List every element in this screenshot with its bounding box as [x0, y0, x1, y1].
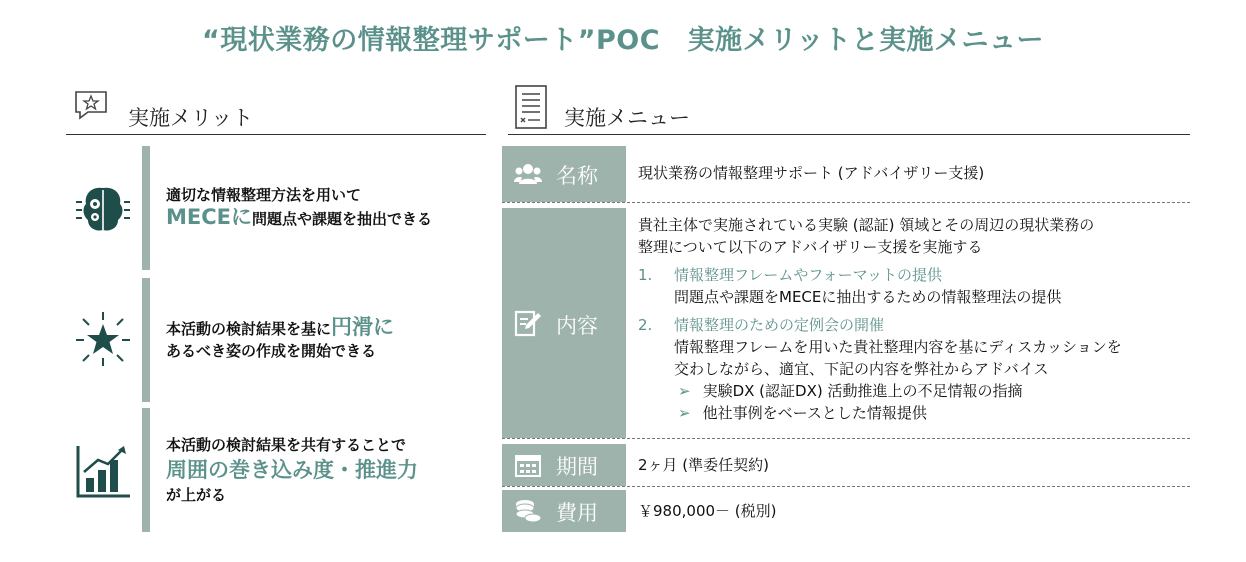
bullet-item: ➢ 他社事例をベースとした情報提供	[678, 404, 927, 422]
merit-text: 問題点や課題を抽出できる	[252, 210, 433, 228]
arrow-bullet-icon: ➢	[678, 404, 691, 422]
menu-category	[502, 444, 626, 486]
menu-category-label: 名称	[556, 164, 598, 188]
item-desc: 問題点や課題をMECEに抽出するための情報整理法の提供	[674, 288, 1062, 306]
menu-header	[508, 84, 1190, 135]
menu-category-label: 内容	[556, 314, 598, 338]
merit-highlight: 周囲の巻き込み度・推進力	[166, 458, 418, 482]
calendar-icon	[514, 453, 542, 477]
menu-category	[502, 146, 626, 202]
merit-header	[66, 88, 486, 135]
page-title: “現状業務の情報整理サポート”POC 実施メリットと実施メニュー	[202, 25, 1044, 56]
content-intro: 整理について以下のアドバイザリー支援を実施する	[638, 238, 983, 256]
merit-text: 本活動の検討結果を基に	[166, 320, 332, 338]
merit-highlight: 円滑に	[331, 315, 395, 339]
merit-text: が上がる	[166, 486, 227, 504]
menu-header-label: 実施メニュー	[564, 106, 690, 130]
menu-category-label: 費用	[556, 501, 598, 525]
growth-chart-icon	[74, 442, 132, 500]
menu-value: 現状業務の情報整理サポート (アドバイザリー支援)	[638, 164, 985, 182]
menu-row-cost	[502, 490, 1190, 532]
menu-value: ￥980,000－ (税別)	[638, 502, 777, 520]
menu-value: 2ヶ月 (準委任契約)	[638, 456, 770, 474]
item-desc: 交わしながら、適宜、下記の内容を弊社からアドバイス	[674, 360, 1049, 378]
item-title: 情報整理のための定例会の開催	[674, 316, 885, 334]
merit-divider	[142, 408, 150, 532]
merit-header-label: 実施メリット	[128, 106, 254, 130]
merit-item	[66, 408, 486, 532]
coins-icon	[514, 498, 542, 524]
merit-text: 本活動の検討結果を共有することで	[166, 436, 407, 454]
star-speech-icon	[74, 90, 108, 120]
brain-gear-icon	[74, 180, 132, 238]
edit-note-icon	[514, 309, 542, 337]
merit-divider	[142, 146, 150, 270]
merit-divider	[142, 278, 150, 402]
menu-row-name	[502, 146, 1190, 203]
merit-item	[66, 146, 486, 270]
content-intro: 貴社主体で実施されている実験 (認証) 領域とその周辺の現状業務の	[638, 216, 1095, 234]
menu-row-content	[502, 208, 1190, 439]
merit-text: 適切な情報整理方法を用いて	[166, 186, 362, 204]
menu-row-period	[502, 444, 1190, 487]
item-number: 2.	[638, 316, 653, 334]
document-icon	[514, 84, 548, 130]
item-desc: 情報整理フレームを用いた貴社整理内容を基にディスカッションを	[674, 338, 1122, 356]
menu-category	[502, 490, 626, 532]
menu-category	[502, 208, 626, 438]
item-title: 情報整理フレームやフォーマットの提供	[674, 266, 943, 284]
merit-item	[66, 278, 486, 402]
merit-text: あるべき姿の作成を開始できる	[166, 342, 377, 360]
menu-category-label: 期間	[556, 455, 598, 479]
arrow-bullet-icon: ➢	[678, 382, 691, 400]
merit-highlight: MECEに	[166, 205, 252, 229]
bullet-item: ➢ 実験DX (認証DX) 活動推進上の不足情報の指摘	[678, 382, 1023, 400]
people-icon	[514, 162, 542, 186]
item-number: 1.	[638, 266, 653, 284]
sparkle-star-icon	[74, 310, 132, 368]
